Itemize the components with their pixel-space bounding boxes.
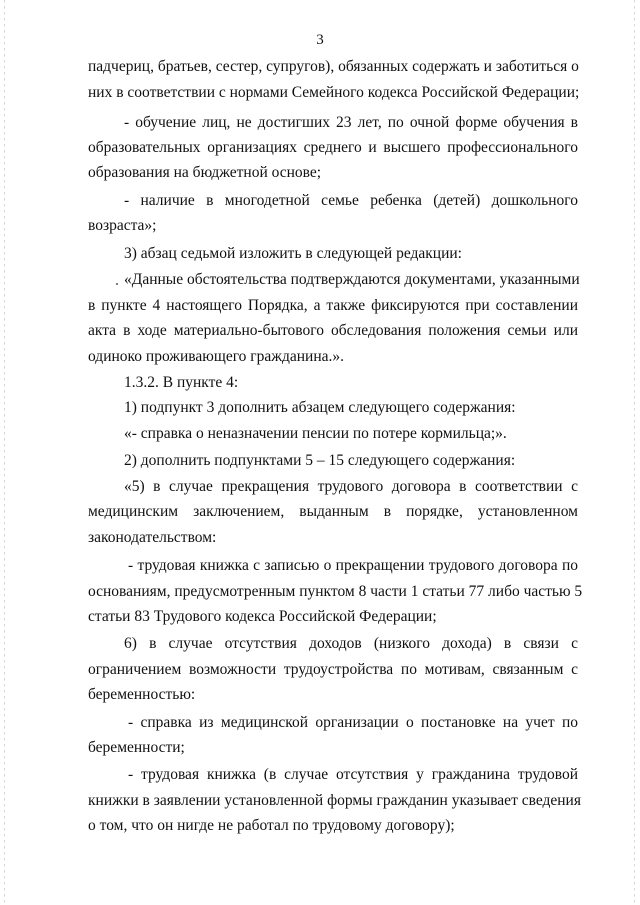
scan-edge-right: [634, 0, 635, 905]
text-line: в пункте 4 настоящего Порядка, а также фиксируются при составлении: [88, 297, 578, 314]
text-line: образовательных организациях среднего и высшего профессионального: [88, 139, 578, 156]
text-line: 3) абзац седьмой изложить в следующей редакции:: [124, 245, 462, 262]
text-line: основаниям, предусмотренным пунктом 8 части 1 статьи 77 либо частью 5: [88, 583, 583, 600]
text-line: - трудовая книжка с записью о прекращении трудового договора по: [128, 557, 578, 574]
text-line: беременностью:: [88, 686, 196, 703]
text-line: - обучение лиц, не достигших 23 лет, по очной форме обучения в: [124, 114, 578, 131]
text-line: ограничением возможности трудоустройства по мотивам, связанным с: [88, 661, 578, 678]
text-line: 6) в случае отсутствия доходов (низкого дохода) в связи с: [124, 635, 578, 652]
text-line: них в соответствии с нормами Семейного кодекса Российской Федерации;: [88, 84, 580, 101]
text-line: падчериц, братьев, сестер, супругов), обязанных содержать и заботиться о: [88, 58, 579, 75]
text-line: 1) подпункт 3 дополнить абзацем следующего содержания:: [124, 399, 516, 416]
text-line: 1.3.2. В пункте 4:: [124, 374, 239, 391]
text-line: образования на бюджетной основе;: [88, 164, 322, 181]
text-line: «Данные обстоятельства подтверждаются документами, указанными: [124, 271, 580, 288]
scan-speck: [116, 283, 118, 285]
scan-edge-left: [4, 0, 5, 905]
text-line: книжки в заявлении установленной формы гражданин указывает сведения: [88, 792, 581, 809]
text-line: о том, что он нигде не работал по трудовому договору);: [88, 817, 455, 834]
text-line: «5) в случае прекращения трудового договора в соответствии с: [124, 478, 578, 495]
text-line: - справка из медицинской организации о постановке на учет по: [128, 714, 578, 731]
text-line: - наличие в многодетной семье ребенка (детей) дошкольного: [124, 192, 578, 209]
text-line: беременности;: [88, 739, 185, 756]
text-line: «- справка о неназначении пенсии по потере кормильца;».: [124, 425, 507, 442]
page-number: 3: [316, 32, 324, 48]
text-line: возраста»;: [88, 217, 157, 234]
text-line: - трудовая книжка (в случае отсутствия у гражданина трудовой: [128, 766, 578, 783]
text-line: 2) дополнить подпунктами 5 – 15 следующего содержания:: [124, 452, 516, 469]
text-line: акта в ходе материально-бытового обследования положения семьи или: [88, 322, 578, 339]
text-line: законодательством:: [88, 529, 217, 546]
text-line: одиноко проживающего гражданина.».: [88, 348, 345, 365]
text-line: статьи 83 Трудового кодекса Российской Федерации;: [88, 608, 437, 625]
text-line: медицинским заключением, выданным в порядке, установленном: [88, 503, 578, 520]
